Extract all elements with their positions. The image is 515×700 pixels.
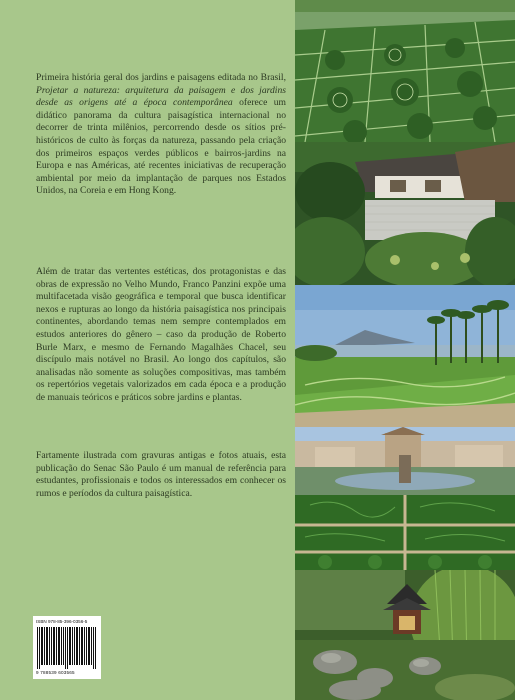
intro-text: Primeira história geral dos jardins e paisagens editada no Brasil,: [36, 72, 286, 83]
description-paragraph-3: [36, 450, 286, 500]
barcode-label: [33, 616, 101, 679]
japanese-garden-photo: [295, 142, 515, 285]
paragraph-3-text: Fartamente ilustrada com gravuras antigas e fotos atuais, esta publicação do Senac São Paulo é um manual de referência para estudantes, profissionais e todos os interessados em conhecer os rumos e períodos da cultura paisagística.: [36, 450, 286, 499]
palm-lawn-coastal-park-photo: [295, 285, 515, 427]
isbn-number: ISBN 978-85-396-0356-5: [36, 619, 88, 624]
barcode-number: 9 788539 603565: [36, 670, 75, 675]
description-paragraph-1: [36, 72, 286, 198]
barcode-bars: [37, 627, 97, 669]
book-title-italic: Projetar a natureza: arquitetura da paisagem e dos jardins desde as origens até a época contemporânea: [36, 84, 286, 109]
paragraph-2-text: Além de tratar das vertentes estéticas, dos protagonistas e das obras de expressão no Velho Mundo, Franco Panzini expõe uma multifacetada visão geográfica e temporal que busca identificar nexos e rupturas ao longo da história paisagística nos principais continentes, abordando temas nem sempre contemplados em estudos anteriores do gênero – caso da produção de Roberto Burle Marx, e mesmo de Fernando Magalhães Chacel, seu discípulo mais notável no Brasil. Ao longo dos capítulos, são analisadas não somente as soluções compositivas, mas também os repertórios vegetais valorizados em cada época e a produção de manuais teóricos e práticos sobre jardins e plantas.: [36, 266, 286, 403]
formal-parterre-garden-photo: [295, 0, 515, 142]
italian-villa-garden-photo: [295, 427, 515, 570]
chinese-pavilion-garden-photo: [295, 570, 515, 700]
description-paragraph-2: [36, 266, 286, 405]
description-text: oferece um didático panorama da cultura paisagística internacional no decorrer de trinta milênios, percorrendo desde os sítios pré-históricos de culto às forças da natureza, passando pela criação dos primeiros espaços verdes públicos e bairros-jardins na Europa e nas Américas, até recentes iniciativas de recuperação ambiental por meio da implantação de parques nos Estados Unidos, na Coreia e em Hong Kong.: [36, 97, 286, 197]
